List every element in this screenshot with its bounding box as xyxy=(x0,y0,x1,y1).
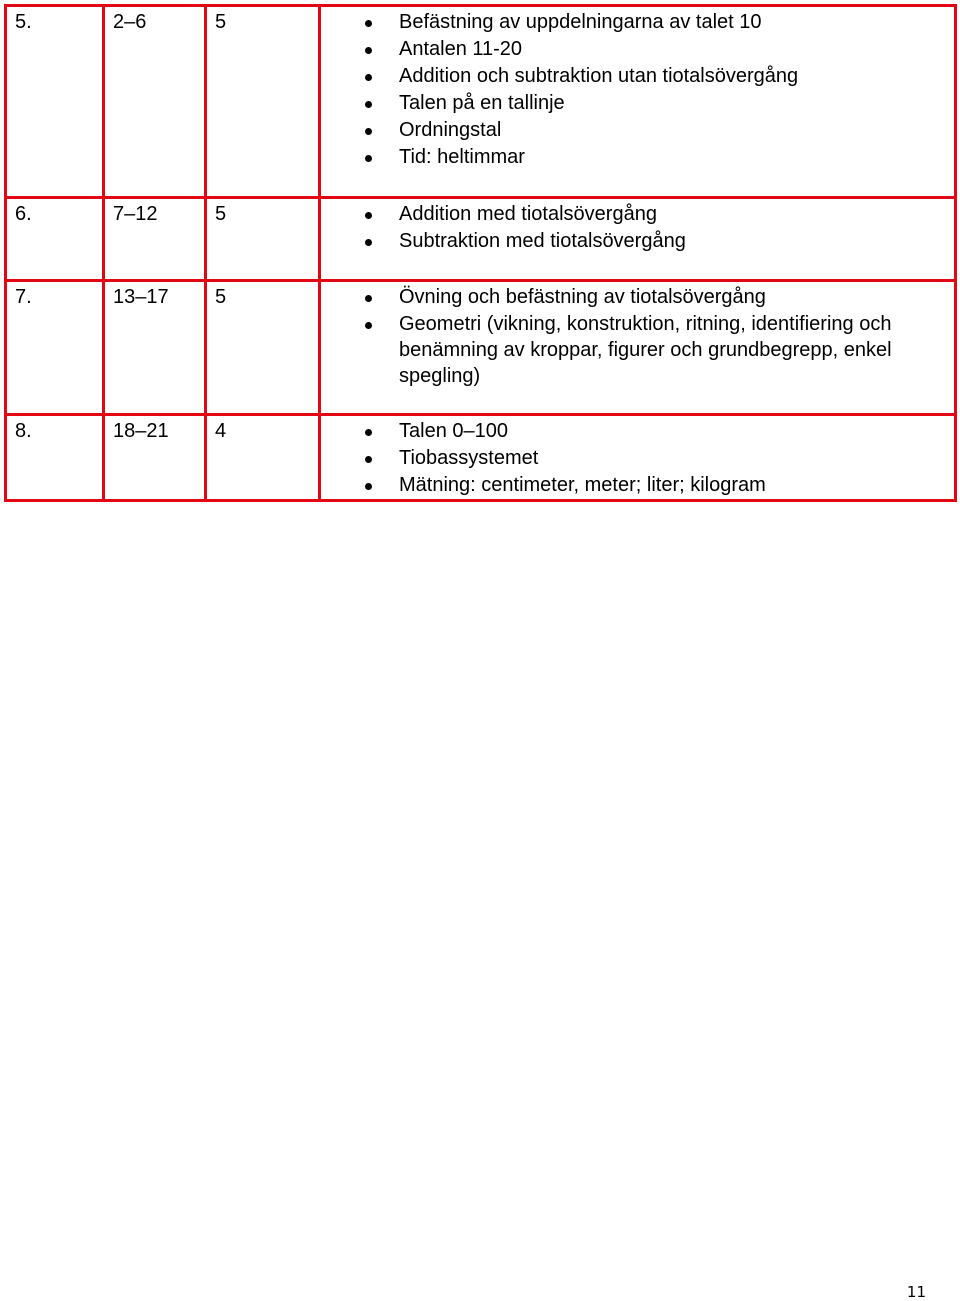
list-item xyxy=(399,36,954,63)
page-number: 11 xyxy=(906,1283,926,1301)
bullet-icon xyxy=(365,483,372,490)
topic-list xyxy=(329,9,954,171)
list-item xyxy=(399,445,954,472)
pages-cell: 2–6 xyxy=(104,6,206,198)
list-item xyxy=(399,284,954,311)
topic-text: Ordningstal xyxy=(399,119,502,141)
bullet-icon xyxy=(365,128,372,135)
topic-text: Tid: heltimmar xyxy=(399,146,525,168)
bullet-icon xyxy=(365,101,372,108)
list-item xyxy=(399,63,954,90)
topic-list xyxy=(329,201,954,255)
list-item xyxy=(399,201,954,228)
bullet-icon xyxy=(365,295,372,302)
course-plan-table xyxy=(4,4,957,502)
bullet-icon xyxy=(365,155,372,162)
topics-cell xyxy=(320,281,956,415)
topic-text: Geometri (vikning, konstruktion, ritning, identifiering och benämning av kroppar, figurer och grundbegrepp, enkel spegling) xyxy=(399,313,892,387)
topic-text: Tiobassystemet xyxy=(399,447,539,469)
bullet-icon xyxy=(365,322,372,329)
bullet-icon xyxy=(365,74,372,81)
bullet-icon xyxy=(365,239,372,246)
pages-cell: 18–21 xyxy=(104,415,206,501)
topic-list xyxy=(329,418,954,499)
bullet-icon xyxy=(365,47,372,54)
topic-text: Addition med tiotalsövergång xyxy=(399,203,657,225)
topics-cell xyxy=(320,198,956,281)
topic-text: Mätning: centimeter, meter; liter; kilogram xyxy=(399,474,766,496)
topic-text: Talen på en tallinje xyxy=(399,92,565,114)
bullet-icon xyxy=(365,212,372,219)
bullet-icon xyxy=(365,20,372,27)
list-item xyxy=(399,144,954,171)
chapter-number-cell: 8. xyxy=(6,415,104,501)
list-item xyxy=(399,311,954,389)
topic-list xyxy=(329,284,954,389)
list-item xyxy=(399,117,954,144)
topic-text: Antalen 11-20 xyxy=(399,38,523,60)
table-row xyxy=(6,415,956,501)
topics-cell xyxy=(320,6,956,198)
bullet-icon xyxy=(365,429,372,436)
topic-text: Talen 0–100 xyxy=(399,420,508,442)
weeks-cell: 5 xyxy=(206,198,320,281)
list-item xyxy=(399,228,954,255)
pages-cell: 7–12 xyxy=(104,198,206,281)
topic-text: Subtraktion med tiotalsövergång xyxy=(399,230,686,252)
weeks-cell: 5 xyxy=(206,281,320,415)
table-row xyxy=(6,6,956,198)
table-row xyxy=(6,198,956,281)
topic-text: Övning och befästning av tiotalsövergång xyxy=(399,286,766,308)
topics-cell xyxy=(320,415,956,501)
bullet-icon xyxy=(365,456,372,463)
list-item xyxy=(399,9,954,36)
list-item xyxy=(399,90,954,117)
chapter-number-cell: 5. xyxy=(6,6,104,198)
list-item xyxy=(399,472,954,499)
chapter-number-cell: 6. xyxy=(6,198,104,281)
list-item xyxy=(399,418,954,445)
topic-text: Addition och subtraktion utan tiotalsövergång xyxy=(399,65,799,87)
topic-text: Befästning av uppdelningarna av talet 10 xyxy=(399,11,762,33)
pages-cell: 13–17 xyxy=(104,281,206,415)
weeks-cell: 4 xyxy=(206,415,320,501)
table-row xyxy=(6,281,956,415)
chapter-number-cell: 7. xyxy=(6,281,104,415)
weeks-cell: 5 xyxy=(206,6,320,198)
